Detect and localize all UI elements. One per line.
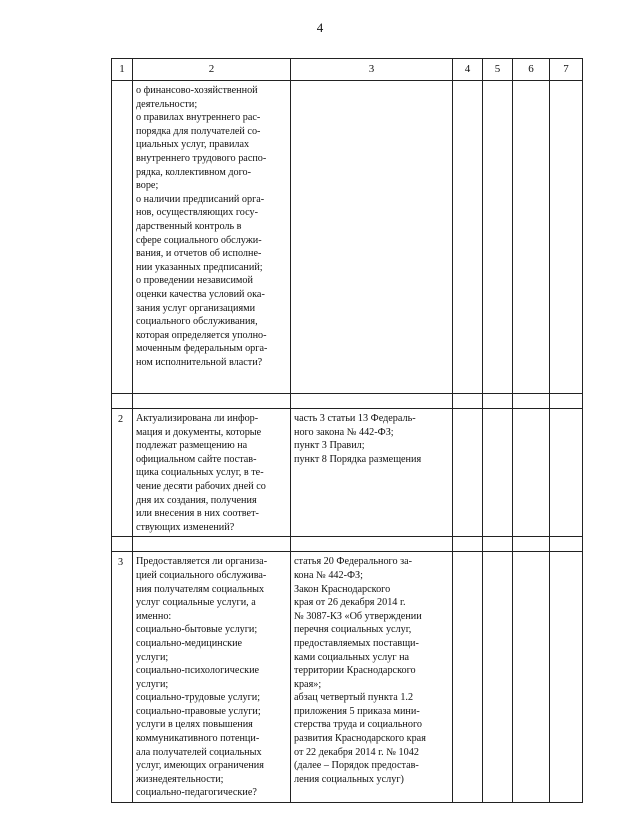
header-cell-6: 6 (513, 59, 550, 81)
empty-cell (453, 81, 483, 394)
reference-cell: статья 20 Федерального за- кона № 442-ФЗ; Закон Краснодарского края от 26 декабря 2014 г. № 3087-КЗ «Об утверждении перечня социальных услуг, предоставляемых поставщи- ками социальных услуг на территории Краснодарского края»; абзац четвертый пункта 1.2 приложения 5 приказа мини- стерства труда и социального развития Краснодарского края от 22 декабря 2014 г. № 1042 (далее – Порядок предостав- ления социальных услуг) (291, 552, 453, 803)
row-number (112, 81, 133, 394)
empty-cell (513, 552, 550, 803)
header-cell-1: 1 (112, 59, 133, 81)
empty-cell (483, 552, 513, 803)
header-cell-7: 7 (550, 59, 583, 81)
header-cell-5: 5 (483, 59, 513, 81)
page-number: 4 (316, 20, 324, 35)
header-cell-2: 2 (133, 59, 291, 81)
reference-cell: часть 3 статьи 13 Федераль- ного закона № 442-ФЗ; пункт 3 Правил; пункт 8 Порядка размещения (291, 409, 453, 537)
row-number: 3 (112, 552, 133, 803)
question-cell: о финансово-хозяйственной деятельности; о правилах внутреннего рас- порядка для получателей со- циальных услуг, правилах внутреннего трудового распо- рядка, коллективном дого- воре; о наличии предписаний орга- нов, осуществляющих госу- дарственный контроль в сфере социального обслужи- вания, и отчетов об исполне- нии указанных предписаний; о проведении независимой оценки качества условий ока- зания услуг организациями социального обслуживания, которая определяется уполно- моченным федеральным орга- ном исполнительной власти? (133, 81, 291, 394)
table-header-row (112, 59, 583, 81)
row-spacer (112, 394, 583, 409)
table-row (112, 409, 583, 537)
question-cell: Актуализирована ли инфор- мация и документы, которые подлежат размещению на официальном сайте постав- щика социальных услуг, в те- чение десяти рабочих дней со дня их создания, получения или внесения в них соответ- ствующих изменений? (133, 409, 291, 537)
empty-cell (483, 409, 513, 537)
empty-cell (550, 81, 583, 394)
inspection-table (111, 58, 583, 803)
empty-cell (513, 409, 550, 537)
empty-cell (550, 409, 583, 537)
header-cell-3: 3 (291, 59, 453, 81)
empty-cell (453, 409, 483, 537)
empty-cell (483, 81, 513, 394)
empty-cell (550, 552, 583, 803)
table-row (112, 81, 583, 394)
empty-cell (513, 81, 550, 394)
row-number: 2 (112, 409, 133, 537)
table-row (112, 552, 583, 803)
question-cell: Предоставляется ли организа- цией социального обслужива- ния получателям социальных услуг социальные услуги, а именно: социально-бытовые услуги; социально-медицинские услуги; социально-психологические услуги; социально-трудовые услуги; социально-правовые услуги; услуги в целях повышения коммуникативного потенци- ала получателей социальных услуг, имеющих ограничения жизнедеятельности; социально-педагогические? (133, 552, 291, 803)
empty-cell (453, 552, 483, 803)
header-cell-4: 4 (453, 59, 483, 81)
reference-cell (291, 81, 453, 394)
row-spacer (112, 537, 583, 552)
